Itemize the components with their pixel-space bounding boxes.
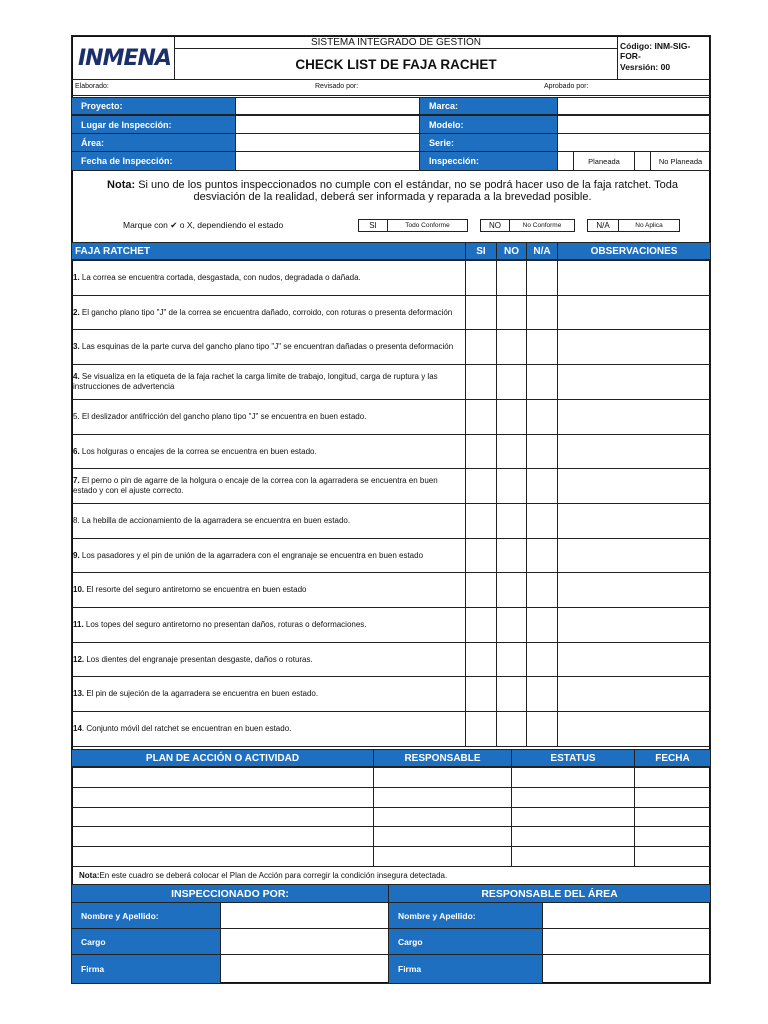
plan-note: Nota: En este cuadro se deberá colocar el Plan de Acción para corregir la condición insegura detectada. xyxy=(71,866,711,885)
fecha-header: FECHA xyxy=(634,749,711,767)
si-check-cell[interactable] xyxy=(465,260,497,296)
legend-no-desc: No Conforme xyxy=(509,219,575,232)
fecha-field[interactable] xyxy=(235,151,420,171)
observation-cell[interactable] xyxy=(557,434,711,469)
plan-estatus-cell[interactable] xyxy=(511,807,635,827)
observation-cell[interactable] xyxy=(557,364,711,400)
checklist-item-label: Los holguras o encajes de la correa se encuentra en buen estado. xyxy=(79,446,317,456)
legend-si-desc: Todo Conforme xyxy=(387,219,468,232)
code-cell: Código: INM-SIG-FOR- Vesrsión: 00 xyxy=(617,35,711,80)
na-check-cell[interactable] xyxy=(526,503,558,539)
no-check-cell[interactable] xyxy=(496,607,527,643)
checklist-item-cell xyxy=(71,329,466,365)
checklist-item-text xyxy=(72,655,317,665)
checklist-item-cell xyxy=(71,503,466,539)
observation-cell[interactable] xyxy=(557,676,711,712)
plan-fecha-cell[interactable] xyxy=(634,846,711,867)
plan-activity-cell[interactable] xyxy=(71,767,374,788)
checklist-item-number: 14 xyxy=(73,724,82,733)
legend-na: N/A xyxy=(587,219,619,232)
na-check-cell[interactable] xyxy=(526,329,558,365)
logo-cell xyxy=(71,35,175,80)
inspector-firma-label: Firma xyxy=(71,954,221,984)
checklist-item-number: 11. xyxy=(73,620,84,629)
checklist-item-cell xyxy=(71,642,466,677)
estatus-header: ESTATUS xyxy=(511,749,635,767)
checklist-item-number: 2. xyxy=(73,307,80,317)
checklist-item-text xyxy=(72,620,371,630)
system-title: SISTEMA INTEGRADO DE GESTIÓN xyxy=(174,35,618,49)
no-planeada-checkbox[interactable] xyxy=(634,151,651,171)
checklist-header-na: N/A xyxy=(526,242,558,260)
checklist-item-number: 7. xyxy=(73,476,80,485)
no-check-cell[interactable] xyxy=(496,503,527,539)
na-check-cell[interactable] xyxy=(526,468,558,504)
plan-header: PLAN DE ACCIÓN O ACTIVIDAD xyxy=(71,749,374,767)
si-check-cell[interactable] xyxy=(465,329,497,365)
observation-cell[interactable] xyxy=(557,329,711,365)
observation-cell[interactable] xyxy=(557,503,711,539)
checklist-item-text xyxy=(72,372,465,392)
checklist-item-label: El pin de sujeción de la agarradera se encuentra en buen estado. xyxy=(84,689,319,698)
no-check-cell[interactable] xyxy=(496,260,527,296)
legend-si: SI xyxy=(358,219,388,232)
checklist-item-cell xyxy=(71,260,466,296)
checklist-item-cell xyxy=(71,676,466,712)
checklist-item-text xyxy=(72,447,321,457)
no-check-cell[interactable] xyxy=(496,468,527,504)
no-check-cell[interactable] xyxy=(496,711,527,747)
checklist-item-label: Los dientes del engranaje presentan desgaste, daños o roturas. xyxy=(84,654,313,664)
observation-cell[interactable] xyxy=(557,538,711,573)
observation-cell[interactable] xyxy=(557,572,711,608)
checklist-header-si: SI xyxy=(465,242,497,260)
na-check-cell[interactable] xyxy=(526,642,558,677)
si-check-cell[interactable] xyxy=(465,295,497,330)
na-check-cell[interactable] xyxy=(526,399,558,435)
inspector-name-label: Nombre y Apellido: xyxy=(71,902,221,929)
checklist-item-cell xyxy=(71,572,466,608)
revisado-label: Revisado por: xyxy=(315,83,359,90)
lugar-field[interactable] xyxy=(235,115,420,134)
na-check-cell[interactable] xyxy=(526,538,558,573)
company-logo: INMENA xyxy=(78,46,171,71)
marca-label: Marca: xyxy=(419,97,558,115)
area-firma-field[interactable] xyxy=(542,954,711,984)
si-check-cell[interactable] xyxy=(465,642,497,677)
checklist-item-cell xyxy=(71,434,466,469)
na-check-cell[interactable] xyxy=(526,711,558,747)
checklist-item-cell xyxy=(71,295,466,330)
no-check-cell[interactable] xyxy=(496,399,527,435)
area-cargo-label: Cargo xyxy=(388,928,543,955)
legend-instruction: Marque con ✔ o X, dependiendo el estado xyxy=(123,220,284,230)
checklist-item-text xyxy=(72,516,354,526)
plan-responsable-cell[interactable] xyxy=(373,846,512,867)
no-check-cell[interactable] xyxy=(496,642,527,677)
checklist-item-number: 13. xyxy=(73,689,85,698)
plan-responsable-cell[interactable] xyxy=(373,826,512,847)
marca-field[interactable] xyxy=(557,97,711,115)
no-check-cell[interactable] xyxy=(496,572,527,608)
checklist-item-label: Las esquinas de la parte curva del gancho plano tipo "J" se encuentran dañadas o presenta deformación xyxy=(79,342,454,351)
lugar-label: Lugar de Inspección: xyxy=(71,115,236,134)
checklist-header-no: NO xyxy=(496,242,527,260)
no-check-cell[interactable] xyxy=(496,434,527,469)
area-firma-label: Firma xyxy=(388,954,543,984)
checklist-item-text xyxy=(72,585,311,595)
checklist-item-number: 9. xyxy=(73,550,80,560)
checklist-item-label: Se visualiza en la etiqueta de la faja rachet la carga limite de trabajo, longitud, carga de ruptura y las instrucciones de advertencia xyxy=(73,372,438,391)
si-check-cell[interactable] xyxy=(465,468,497,504)
plan-fecha-cell[interactable] xyxy=(634,826,711,847)
checklist-item-label: El resorte del seguro antiretorno se encuentra en buen estado xyxy=(84,585,307,594)
fecha-label: Fecha de Inspección: xyxy=(71,151,236,171)
plan-responsable-cell[interactable] xyxy=(373,807,512,827)
checklist-item-cell xyxy=(71,468,466,504)
plan-activity-cell[interactable] xyxy=(71,787,374,808)
observation-cell[interactable] xyxy=(557,295,711,330)
plan-responsable-cell[interactable] xyxy=(373,787,512,808)
no-planeada-option: No Planeada xyxy=(650,151,711,171)
checklist-item-text xyxy=(72,273,365,283)
inspector-firma-field[interactable] xyxy=(220,954,389,984)
modelo-label: Modelo: xyxy=(419,115,558,134)
plan-activity-cell[interactable] xyxy=(71,807,374,827)
checklist-item-cell xyxy=(71,538,466,573)
inspeccion-label: Inspección: xyxy=(419,151,558,171)
plan-estatus-cell[interactable] xyxy=(511,846,635,867)
checklist-header-item: FAJA RATCHET xyxy=(71,242,466,260)
si-check-cell[interactable] xyxy=(465,399,497,435)
planeada-option: Planeada xyxy=(573,151,635,171)
na-check-cell[interactable] xyxy=(526,607,558,643)
checklist-item-cell xyxy=(71,364,466,400)
area-name-field[interactable] xyxy=(542,902,711,929)
plan-estatus-cell[interactable] xyxy=(511,767,635,788)
checklist-item-label: El gancho plano tipo "J" de la correa se encuentra dañado, corroido, con roturas o presenta deformación xyxy=(79,307,453,317)
checklist-item-number: 4. xyxy=(73,372,80,381)
no-check-cell[interactable] xyxy=(496,676,527,712)
si-check-cell[interactable] xyxy=(465,434,497,469)
proyecto-field[interactable] xyxy=(235,97,420,115)
checklist-item-number: 10. xyxy=(73,585,85,594)
na-check-cell[interactable] xyxy=(526,295,558,330)
checklist-item-text xyxy=(72,724,295,734)
checklist-item-label: La correa se encuentra cortada, desgastada, con nudos, degradada o dañada. xyxy=(79,273,361,282)
si-check-cell[interactable] xyxy=(465,676,497,712)
checklist-item-text xyxy=(72,551,427,561)
si-check-cell[interactable] xyxy=(465,711,497,747)
observation-cell[interactable] xyxy=(557,711,711,747)
observation-cell[interactable] xyxy=(557,468,711,504)
na-check-cell[interactable] xyxy=(526,572,558,608)
checklist-item-text xyxy=(72,689,322,699)
area-label: Área: xyxy=(71,133,236,152)
checklist-item-text xyxy=(72,412,370,422)
area-cargo-field[interactable] xyxy=(542,928,711,955)
no-check-cell[interactable] xyxy=(496,538,527,573)
checklist-header-obs: OBSERVACIONES xyxy=(557,242,711,260)
checklist-item-number: 3. xyxy=(73,342,80,351)
observation-cell[interactable] xyxy=(557,399,711,435)
area-field[interactable] xyxy=(235,133,420,152)
modelo-field[interactable] xyxy=(557,115,711,134)
inspector-cargo-field[interactable] xyxy=(220,928,389,955)
si-check-cell[interactable] xyxy=(465,607,497,643)
elaborado-label: Elaborado: xyxy=(75,83,109,90)
plan-estatus-cell[interactable] xyxy=(511,826,635,847)
si-check-cell[interactable] xyxy=(465,364,497,400)
observation-cell[interactable] xyxy=(557,260,711,296)
si-check-cell[interactable] xyxy=(465,538,497,573)
page-title: CHECK LIST DE FAJA RACHET xyxy=(174,48,618,80)
area-name-label: Nombre y Apellido: xyxy=(388,902,543,929)
checklist-item-cell xyxy=(71,711,466,747)
plan-activity-cell[interactable] xyxy=(71,846,374,867)
inspector-title: INSPECCIONADO POR: xyxy=(71,884,389,903)
checklist-item-number: 6. xyxy=(73,446,80,456)
checklist-item-label: . Conjunto móvil del ratchet se encuentran en buen estado. xyxy=(81,724,292,733)
inspector-name-field[interactable] xyxy=(220,902,389,929)
inspector-cargo-label: Cargo xyxy=(71,928,221,955)
plan-fecha-cell[interactable] xyxy=(634,807,711,827)
checklist-item-label: 8. La hebilla de accionamiento de la agarradera se encuentra en buen estado. xyxy=(73,516,351,525)
na-check-cell[interactable] xyxy=(526,434,558,469)
aprobado-label: Aprobado por: xyxy=(544,83,589,90)
plan-activity-cell[interactable] xyxy=(71,826,374,847)
na-check-cell[interactable] xyxy=(526,676,558,712)
si-check-cell[interactable] xyxy=(465,503,497,539)
checklist-item-cell xyxy=(71,607,466,643)
checklist-item-label: El perno o pin de agarre de la holgura o encaje de la correa con la agarradera se encuentra en buen estado y con el ajuste correcto. xyxy=(73,476,438,495)
note-block: Nota: Si uno de los puntos inspeccionados no cumple con el estándar, no se podrá hacer uso de la faja ratchet. Toda desviación de la realidad, deberá ser informada y reparada a la brevedad posible. xyxy=(107,179,678,203)
checklist-item-cell xyxy=(71,399,466,435)
checklist-item-label: Los topes del seguro antiretorno no presentan daños, roturas o deformaciones. xyxy=(83,620,367,629)
observation-cell[interactable] xyxy=(557,642,711,677)
checklist-item-text xyxy=(72,476,465,496)
checklist-item-number: 12. xyxy=(73,654,85,664)
no-check-cell[interactable] xyxy=(496,364,527,400)
plan-fecha-cell[interactable] xyxy=(634,767,711,788)
legend-no: NO xyxy=(480,219,510,232)
no-check-cell[interactable] xyxy=(496,295,527,330)
responsable-header: RESPONSABLE xyxy=(373,749,512,767)
observation-cell[interactable] xyxy=(557,607,711,643)
checklist-item-text xyxy=(72,342,457,352)
legend-na-desc: No Aplica xyxy=(618,219,680,232)
serie-label: Serie: xyxy=(419,133,558,152)
serie-field[interactable] xyxy=(557,133,711,152)
approvals-row xyxy=(71,79,711,96)
na-check-cell[interactable] xyxy=(526,260,558,296)
si-check-cell[interactable] xyxy=(465,572,497,608)
checklist-item-text xyxy=(72,308,456,318)
plan-estatus-cell[interactable] xyxy=(511,787,635,808)
proyecto-label: Proyecto: xyxy=(71,97,236,115)
checklist-item-label: Los pasadores y el pin de unión de la agarradera con el engranaje se encuentra en buen estado xyxy=(79,550,424,560)
checklist-item-number: 1. xyxy=(73,273,80,282)
planeada-checkbox[interactable] xyxy=(557,151,574,171)
checklist-item-label: 5. El deslizador antifricción del gancho plano tipo "J" se encuentra en buen estado. xyxy=(73,412,367,421)
no-check-cell[interactable] xyxy=(496,329,527,365)
area-resp-title: RESPONSABLE DEL ÁREA xyxy=(388,884,711,903)
plan-fecha-cell[interactable] xyxy=(634,787,711,808)
plan-responsable-cell[interactable] xyxy=(373,767,512,788)
na-check-cell[interactable] xyxy=(526,364,558,400)
